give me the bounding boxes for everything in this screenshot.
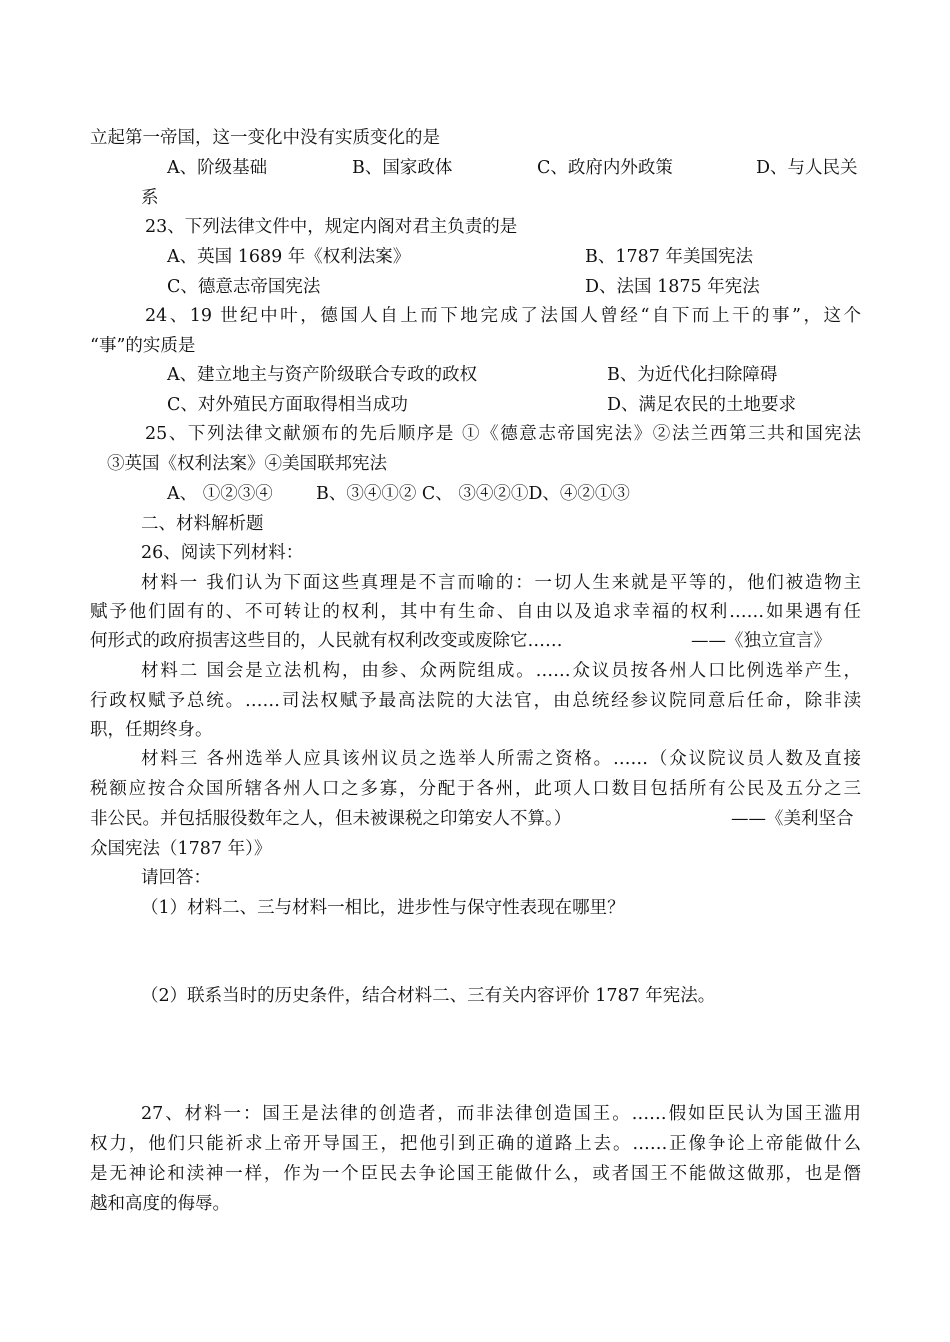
q22-option-d-wrap: 系 [141, 188, 159, 208]
q27-line3: 是无神论和渎神一样，作为一个臣民去争论国王能做什么，或者国王不能做这做那，也是僭 [90, 1164, 861, 1184]
q25-stem-line1: 25、下列法律文献颁布的先后顺序是 ①《德意志帝国宪法》②法兰西第三共和国宪法 [145, 424, 861, 444]
q27-line4: 越和高度的侮辱。 [90, 1194, 230, 1214]
section-title: 二、材料解析题 [141, 514, 264, 534]
q26-material1-line1: 材料一 我们认为下面这些真理是不言而喻的：一切人生来就是平等的，他们被造物主 [141, 573, 861, 593]
q23-option-a: A、英国 1689 年《权利法案》 [167, 247, 411, 267]
q25-stem-line2: ③英国《权利法案》④美国联邦宪法 [107, 454, 387, 474]
q26-material3-source: ——《美利坚合 [731, 809, 854, 829]
q24-option-b: B、为近代化扫除障碍 [607, 365, 778, 385]
q24-option-a: A、建立地主与资产阶级联合专政的政权 [167, 365, 478, 385]
q24-stem-line1: 24、19 世纪中叶，德国人自上而下地完成了法国人曾经“自下而上干的事”，这个 [145, 306, 861, 326]
q22-option-a: A、阶级基础 [167, 158, 268, 178]
q22-option-d: D、与人民关 [756, 158, 858, 178]
q24-option-d: D、满足农民的土地要求 [607, 395, 797, 415]
q26-prompt: 请回答： [141, 868, 211, 888]
q25-option-a: A、 ①②③④ [167, 484, 273, 504]
q23-option-c: C、德意志帝国宪法 [167, 277, 321, 297]
q27-line1: 27、材料一：国王是法律的创造者，而非法律创造国王。……假如臣民认为国王滥用 [141, 1104, 861, 1124]
q23-stem: 23、下列法律文件中，规定内阁对君主负责的是 [145, 217, 518, 237]
q24-stem-line2: “事”的实质是 [90, 336, 196, 356]
q22-stem-continuation: 立起第一帝国，这一变化中没有实质变化的是 [90, 128, 440, 148]
q23-option-b: B、1787 年美国宪法 [585, 247, 753, 267]
q26-material1-line2: 赋予他们固有的、不可转让的权利，其中有生命、自由以及追求幸福的权利……如果遇有任 [90, 602, 861, 622]
q26-stem: 26、阅读下列材料： [141, 543, 304, 563]
q24-option-c: C、对外殖民方面取得相当成功 [167, 395, 408, 415]
q26-material3-line3: 非公民。并包括服役数年之人，但未被课税之印第安人不算。） [90, 809, 572, 829]
q26-subquestion-2: （2）联系当时的历史条件，结合材料二、三有关内容评价 1787 年宪法。 [141, 986, 716, 1006]
q26-material3-line2: 税额应按合众国所辖各州人口之多寡，分配于各州，此项人口数目包括所有公民及五分之三 [90, 779, 861, 799]
q26-material2-line3: 职，任期终身。 [90, 720, 213, 740]
q26-material1-source: ——《独立宣言》 [691, 631, 831, 651]
q26-material3-line1: 材料三 各州选举人应具该州议员之选举人所需之资格。……（众议院议员人数及直接 [141, 749, 861, 769]
q25-options-b-c-d: B、③④①② C、 ③④②①D、④②①③ [316, 484, 630, 504]
q22-option-b: B、国家政体 [352, 158, 453, 178]
q22-option-c: C、政府内外政策 [537, 158, 673, 178]
q26-material2-line2: 行政权赋予总统。……司法权赋予最高法院的大法官，由总统经参议院同意后任命，除非渎 [90, 691, 861, 711]
q26-material1-line3: 何形式的政府损害这些目的，人民就有权利改变或废除它…… [90, 631, 563, 651]
q23-option-d: D、法国 1875 年宪法 [585, 277, 760, 297]
q27-line2: 权力，他们只能祈求上帝开导国王，把他引到正确的道路上去。……正像争论上帝能做什么 [90, 1134, 861, 1154]
q26-material3-source-cont: 众国宪法（1787 年）》 [90, 839, 272, 859]
q26-material2-line1: 材料二 国会是立法机构，由参、众两院组成。……众议员按各州人口比例选举产生， [141, 661, 861, 681]
q26-subquestion-1: （1）材料二、三与材料一相比，进步性与保守性表现在哪里？ [141, 898, 625, 918]
